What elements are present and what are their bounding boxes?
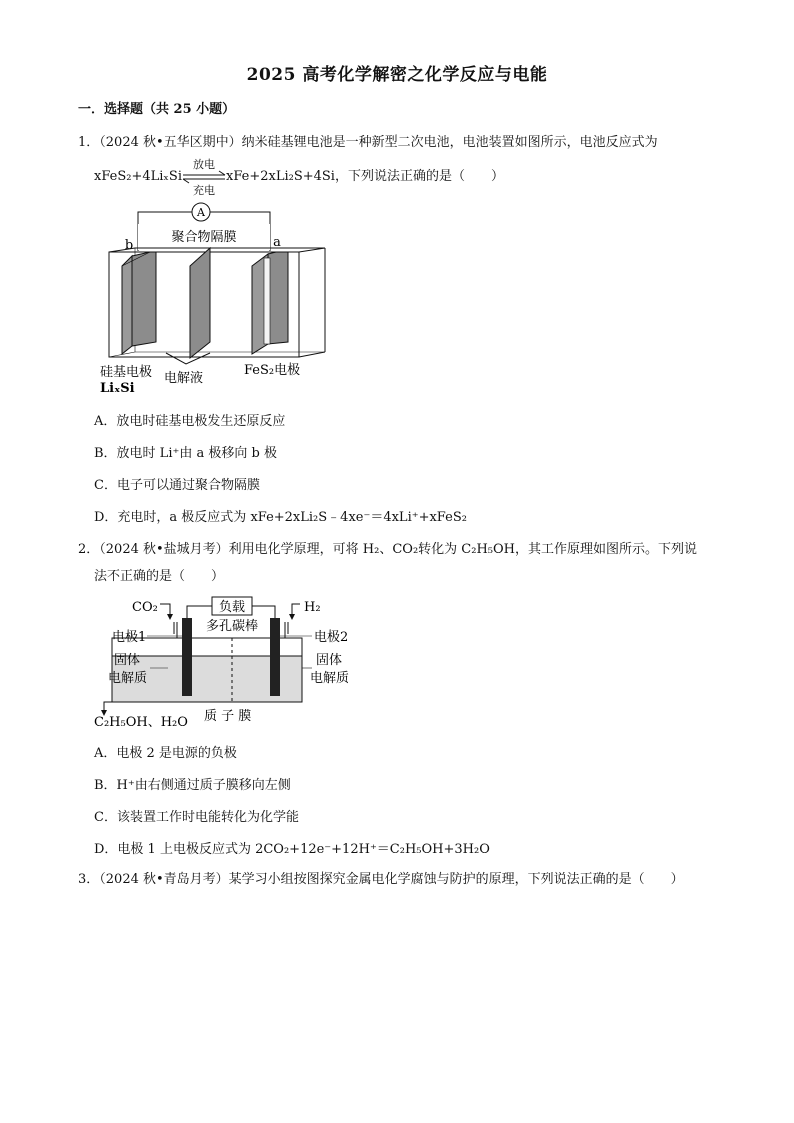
q1-membrane-label: 聚合物隔膜 bbox=[171, 230, 237, 245]
q1-option-b: B．放电时 Li⁺由 a 极移向 b 极 bbox=[94, 446, 277, 461]
q1-left-electrode bbox=[122, 256, 132, 354]
q2-option-d: D．电极 1 上电极反应式为 2CO₂+12e⁻+12H⁺＝C₂H₅OH+3H₂O bbox=[94, 842, 490, 857]
q2-electrode-2-label: 电极2 bbox=[314, 630, 349, 645]
q1-ammeter-label: A bbox=[197, 206, 205, 219]
q2-product-label: C₂H₅OH、H₂O bbox=[94, 715, 188, 730]
q3-stem: 3．（2024 秋•青岛月考）某学习小组按图探究金属电化学腐蚀与防护的原理，下列说法正确的是（ ） bbox=[78, 872, 684, 887]
q2-electrode-1 bbox=[182, 618, 192, 696]
q1-option-c: C．电子可以通过聚合物隔膜 bbox=[94, 478, 260, 493]
q1-left-electrode-label: 硅基电极 bbox=[100, 365, 153, 380]
q2-electrode-2 bbox=[270, 618, 280, 696]
q1-right-electrode-label: FeS₂电极 bbox=[244, 363, 301, 378]
section-heading: 一．选择题（共 25 小题） bbox=[78, 102, 236, 117]
q1-middle-membrane bbox=[190, 248, 210, 358]
q2-h2-label: H₂ bbox=[304, 600, 321, 615]
page-title: 2025 高考化学解密之化学反应与电能 bbox=[246, 65, 548, 85]
q2-rod-label: 多孔碳棒 bbox=[205, 619, 259, 634]
reversible-arrow-icon bbox=[182, 157, 226, 197]
q1-eq-right: xFe+2xLi₂S+4Si，下列说法正确的是（ ） bbox=[225, 169, 504, 184]
q2-electrode-1-label: 电极1 bbox=[112, 630, 147, 645]
q1-left-formula: LiₓSi bbox=[100, 381, 135, 396]
q2-option-b: B．H⁺由右侧通过质子膜移向左侧 bbox=[94, 778, 291, 793]
q1-pole-a: a bbox=[273, 235, 281, 250]
q1-stem: 1．（2024 秋•五华区期中）纳米硅基锂电池是一种新型二次电池，电池装置如图所示，电池反应式为 bbox=[78, 135, 658, 150]
q2-co2-label: CO₂ bbox=[132, 600, 158, 615]
q2-solid-left-1: 固体 bbox=[114, 653, 141, 668]
q2-solid-left-2: 电解质 bbox=[108, 671, 148, 686]
q2-solid-right-1: 固体 bbox=[316, 653, 343, 668]
q2-option-c: C．该装置工作时电能转化为化学能 bbox=[94, 810, 299, 825]
q1-electrolyte-pointer bbox=[166, 353, 210, 364]
q1-pole-b: b bbox=[124, 238, 134, 253]
q1-eq-discharge: 放电 bbox=[192, 157, 215, 171]
q2-stem: 2．（2024 秋•盐城月考）利用电化学原理，可将 H₂、CO₂转化为 C₂H₅OH，其工作原理如图所示。下列说 bbox=[78, 542, 697, 557]
q2-membrane-label: 质 子 膜 bbox=[204, 709, 252, 724]
q1-equation bbox=[94, 157, 504, 197]
q2-option-a: A．电极 2 是电源的负极 bbox=[94, 746, 237, 761]
q2-load-label: 负载 bbox=[218, 600, 246, 615]
q2-cell-figure bbox=[92, 594, 362, 730]
q1-electrolyte-label: 电解液 bbox=[164, 371, 204, 386]
q1-eq-charge: 充电 bbox=[192, 183, 215, 197]
q1-battery-figure bbox=[100, 196, 340, 396]
q1-eq-left: xFeS₂+4LiₓSi bbox=[94, 169, 182, 184]
q2-solid-right-2: 电解质 bbox=[310, 671, 350, 686]
q1-option-a: A．放电时硅基电极发生还原反应 bbox=[94, 414, 286, 429]
q2-stem-cont: 法不正确的是（ ） bbox=[94, 569, 225, 584]
q1-option-d: D．充电时，a 极反应式为 xFe+2xLi₂S﹣4xe⁻＝4xLi⁺+xFeS₂ bbox=[94, 510, 467, 525]
